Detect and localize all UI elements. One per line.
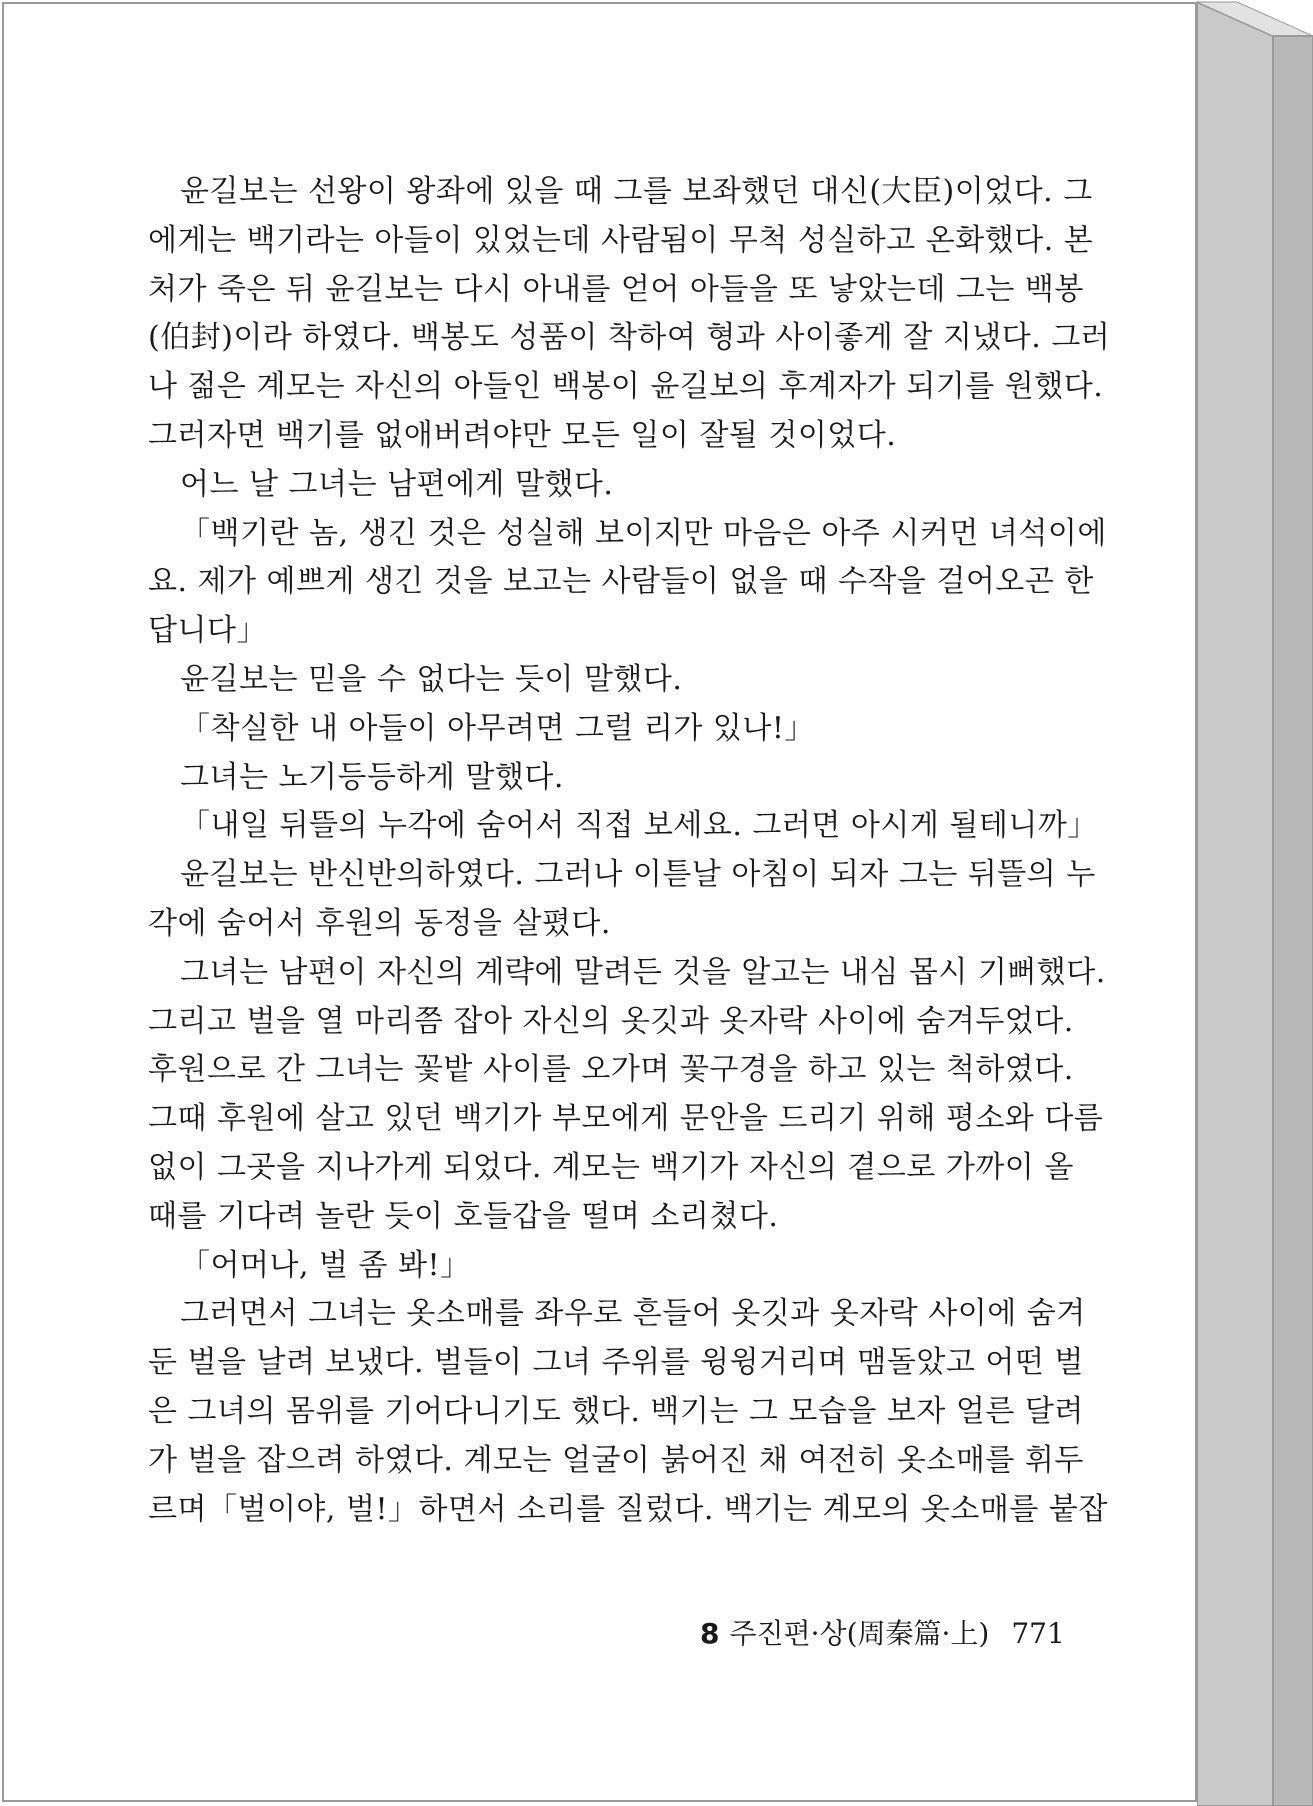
text-line: 「백기란 놈, 생긴 것은 성실해 보이지만 마음은 아주 시커먼 녀석이에 [180, 515, 1107, 551]
running-footer [700, 1614, 1065, 1654]
book-thickness-edge [1197, 0, 1313, 1806]
text-line: 그러면서 그녀는 옷소매를 좌우로 흔들어 옷깃과 옷자락 사이에 숨겨 [180, 1296, 1086, 1332]
text-line: 후원으로 간 그녀는 꽃밭 사이를 오가며 꽃구경을 하고 있는 척하였다. [148, 1052, 1074, 1088]
text-line: 「착실한 내 아들이 아무려면 그럴 리가 있나!」 [180, 710, 815, 746]
text-line: 르며「벌이야, 벌!」하면서 소리를 질렀다. 백기는 계모의 옷소매를 붙잡 [148, 1491, 1108, 1527]
text-line: 둔 벌을 날려 보냈다. 벌들이 그녀 주위를 윙윙거리며 맴돌았고 어떤 벌 [148, 1345, 1084, 1381]
text-line: 윤길보는 반신반의하였다. 그러나 이튿날 아침이 되자 그는 뒤뜰의 누 [180, 857, 1096, 893]
text-line: 「내일 뒤뜰의 누각에 숨어서 직접 보세요. 그러면 아시게 될테니까」 [180, 808, 1098, 844]
text-line: 윤길보는 선왕이 왕좌에 있을 때 그를 보좌했던 대신(大臣)이었다. 그 [180, 174, 1093, 209]
text-line: 요. 제가 예쁘게 생긴 것을 보고는 사람들이 없을 때 수작을 걸어오곤 한 [148, 564, 1094, 600]
chapter-number: 8 [700, 1617, 720, 1650]
text-line: 때를 기다려 놀란 듯이 호들갑을 떨며 소리쳤다. [148, 1198, 779, 1234]
text-line: 가 벌을 잡으려 하였다. 계모는 얼굴이 붉어진 채 여전히 옷소매를 휘두 [148, 1442, 1084, 1478]
text-line: 처가 죽은 뒤 윤길보는 다시 아내를 얻어 아들을 또 낳았는데 그는 백봉 [148, 271, 1084, 307]
text-line: 윤길보는 믿을 수 없다는 듯이 말했다. [180, 661, 683, 697]
text-line: 그녀는 남편이 자신의 계략에 말려든 것을 알고는 내심 몹시 기뻐했다. [180, 954, 1106, 990]
text-line: (伯封)이라 하였다. 백봉도 성품이 착하여 형과 사이좋게 잘 지냈다. 그러 [148, 320, 1111, 356]
text-line: 「어머나, 벌 좀 봐!」 [180, 1247, 471, 1283]
text-line: 은 그녀의 몸위를 기어다니기도 했다. 백기는 그 모습을 보자 얼른 달려 [148, 1393, 1084, 1429]
text-line: 어느 날 그녀는 남편에게 말했다. [180, 466, 614, 502]
text-line: 각에 숨어서 후원의 동정을 살폈다. [148, 905, 611, 941]
text-line: 답니다」 [148, 613, 267, 649]
text-line: 그리고 벌을 열 마리쯤 잡아 자신의 옷깃과 옷자락 사이에 숨겨두었다. [148, 1003, 1074, 1039]
text-line: 없이 그곳을 지나가게 되었다. 계모는 백기가 자신의 곁으로 가까이 올 [148, 1149, 1074, 1185]
section-title: 주진편·상(周秦篇·上) [729, 1617, 990, 1650]
text-line: 에게는 백기라는 아들이 있었는데 사람됨이 무척 성실하고 온화했다. 본 [148, 222, 1094, 258]
text-line: 그러자면 백기를 없애버려야만 모든 일이 잘될 것이었다. [148, 417, 897, 453]
text-line: 나 젊은 계모는 자신의 아들인 백봉이 윤길보의 후계자가 되기를 원했다. [148, 369, 1104, 405]
page-number: 771 [1011, 1617, 1065, 1650]
body-text [148, 168, 1111, 1534]
text-line: 그녀는 노기등등하게 말했다. [180, 759, 564, 795]
text-line: 그때 후원에 살고 있던 백기가 부모에게 문안을 드리기 위해 평소와 다름 [148, 1101, 1104, 1137]
